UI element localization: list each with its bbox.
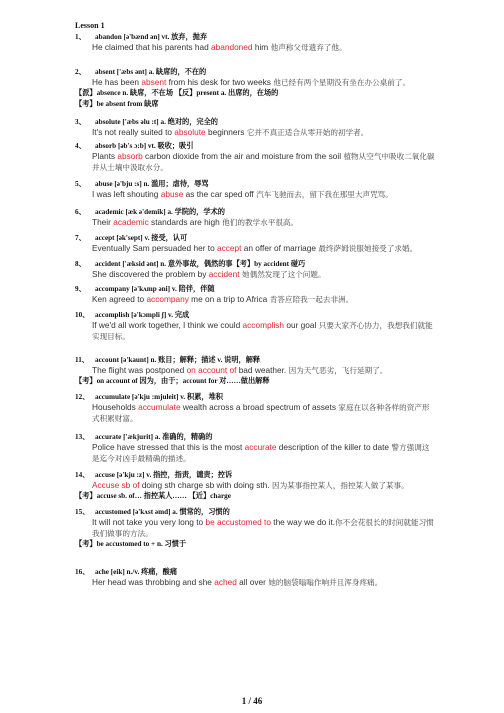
- vocab-entry: [75, 507, 435, 550]
- entry-headword: 3、 absolute ['æbs əlu :t] a. 绝对的，完全的: [75, 118, 218, 126]
- entry-example: Households accumulate wealth across a broad spectrum of assets 家庭在以各种各样的资产形式积累财富。: [92, 402, 430, 423]
- entry-example: Her head was throbbing and she ached all over 她的脑袋嗡嗡作响并且浑身疼痛。: [92, 577, 383, 587]
- entry-headword: 4、 absorb [əb's ɔ:b] vt. 吸收；吸引: [75, 142, 194, 150]
- vocab-entry: [75, 233, 435, 254]
- exam-note: 【考】on account of 因为，由于；account for 对……做出解释: [75, 377, 270, 385]
- entry-headword: 10、 accomplish [ə'kɔmpli ʃ] v. 完成: [75, 311, 190, 319]
- entry-example: He claimed that his parents had abandoned him 他声称父母遗弃了他。: [92, 42, 347, 52]
- entry-example: He has been absent from his desk for two weeks 他已经有两个星期没有坐在办公桌前了。: [92, 77, 411, 87]
- vocab-entry: [75, 207, 435, 228]
- vocab-entry: [75, 259, 435, 280]
- entry-example: I was left shouting abuse as the car sped off 汽车飞驰而去，留下我在那里大声咒骂。: [92, 189, 393, 199]
- entry-example: The flight was postponed on account of bad weather. 因为天气恶劣，飞行延期了。: [92, 365, 388, 375]
- vocab-entry: [75, 392, 435, 424]
- entry-example: It will not take you very long to be accustomed to the way we do it.你不会花很长的时间就能习惯我们做事的方法。: [92, 517, 434, 538]
- entry-example: If we'd all work together, I think we could accomplish our goal 只要大家齐心协力，我想我们就能实现目标。: [92, 320, 433, 341]
- entry-example: Plants absorb carbon dioxide from the air and moisture from the soil 植物从空气中吸收二氧化碳并从土壤中汲取水分。: [92, 151, 435, 172]
- entry-headword: 5、 abuse [ə'bju :s] n. 滥用；虐待，辱骂: [75, 180, 209, 188]
- entry-example: Their academic standards are high 他们的教学水平很高。: [92, 217, 299, 227]
- entry-example: It's not really suited to absolute beginners 它并不真正适合从零开始的初学者。: [92, 127, 369, 137]
- entry-headword: 15、 accustomed [ə'kʌst əmd] a. 惯常的，习惯的: [75, 508, 230, 516]
- entry-headword: 2、 absent ['æbs ənt] a. 缺席的，不在的: [75, 68, 207, 76]
- lesson-title: Lesson 1: [75, 21, 105, 30]
- entry-headword: 14、 accuse [ə'kju :z] v. 指控，指责，谴责；控诉: [75, 471, 233, 479]
- page-number: 1 / 46: [241, 696, 263, 706]
- entry-example: Ken agreed to accompany me on a trip to Africa 肯答应陪我一起去非洲。: [92, 294, 354, 304]
- entry-headword: 8、 accident ['æksid ənt] n. 意外事故，偶然的事【考】by accident 碰巧: [75, 260, 306, 268]
- vocab-entry: [75, 32, 435, 53]
- vocab-entry: [75, 117, 435, 138]
- entry-example: Eventually Sam persuaded her to accept an offer of marriage 最终萨姆说服她接受了求婚。: [92, 243, 418, 253]
- vocab-entry: [75, 284, 435, 305]
- vocab-entry: [75, 141, 435, 173]
- vocab-entry: [75, 567, 435, 588]
- vocab-entry: [75, 355, 435, 387]
- vocab-entry: [75, 470, 435, 502]
- entry-headword: 9、 accompany [ə'kʌmp əni] v. 陪伴，伴随: [75, 285, 215, 293]
- derivation-note: 【派】absence n. 缺席，不在场 【反】present a. 出席的，在场的: [75, 89, 279, 97]
- exam-note: 【考】be absent from 缺席: [75, 100, 159, 108]
- entry-headword: 11、 account [ə'kaunt] n. 账目；解释；描述 v. 说明，解释: [75, 356, 261, 364]
- entry-headword: 1、 abandon [ə'bænd ən] vt. 放弃，抛弃: [75, 33, 208, 41]
- vocab-entry: [75, 67, 435, 110]
- entry-headword: 12、 accumulate [ə'kju :mjuleit] v. 积累，堆积: [75, 393, 223, 401]
- exam-note: 【考】accuse sb. of… 指控某人…… 【近】charge: [75, 492, 231, 500]
- vocab-entry: [75, 179, 435, 200]
- entry-headword: 16、 ache [eik] n./v. 疼痛，酸痛: [75, 568, 178, 576]
- entry-example: She discovered the problem by accident 她偶然发现了这个问题。: [92, 269, 326, 279]
- entry-headword: 13、 accurate ['ækjurit] a. 准确的，精确的: [75, 433, 213, 441]
- entry-headword: 7、 accept [ək'sept] v. 接受，认可: [75, 234, 188, 242]
- vocab-entry: [75, 310, 435, 342]
- entry-example: Accuse sb of doing sth charge sb with doing sth. 因为某事指控某人，指控某人做了某事。: [92, 480, 409, 490]
- entry-headword: 6、 academic [æk ə'demik] a. 学院的，学术的: [75, 208, 225, 216]
- exam-note: 【考】be accustomed to + n. 习惯于: [75, 540, 187, 548]
- entry-example: Police have stressed that this is the most accurate description of the killer to date 警方强调这是迄今对凶手最精确的描述。: [92, 442, 430, 463]
- vocab-entry: [75, 432, 435, 464]
